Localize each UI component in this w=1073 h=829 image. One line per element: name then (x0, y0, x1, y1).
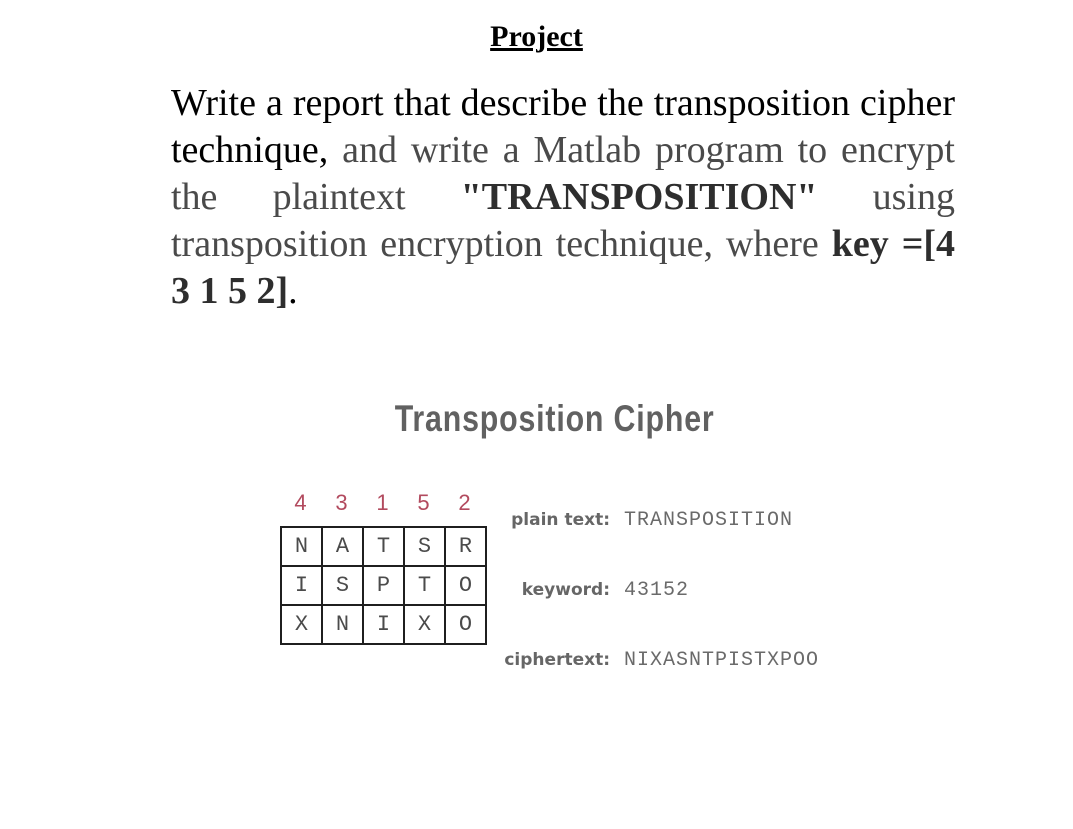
key-digit: 5 (417, 490, 430, 515)
page-title: Project (490, 20, 583, 53)
paragraph-part-3: using transposition encryption technique, where (171, 176, 955, 265)
grid-cell: I (281, 566, 322, 605)
key-digits-row (280, 490, 485, 516)
paragraph-end: . (288, 270, 298, 312)
key-digit: 2 (458, 490, 471, 515)
plain-text-line (500, 508, 793, 532)
paragraph-part-2: and write a Matlab program to encrypt the plaintext (171, 129, 955, 218)
key-digit: 3 (335, 490, 348, 515)
plain-text-value: TRANSPOSITION (624, 509, 794, 532)
grid-cell: N (322, 605, 363, 644)
key-text: key =[4 3 1 5 2] (171, 223, 956, 312)
figure-title: Transposition Cipher (394, 398, 715, 439)
ciphertext-value: NIXASNTPISTXPOO (624, 649, 820, 672)
assignment-paragraph (171, 80, 955, 315)
grid-cell: T (404, 566, 445, 605)
key-digit: 4 (294, 490, 307, 515)
grid-row (281, 527, 486, 566)
keyword-value: 43152 (624, 579, 690, 602)
key-digit: 1 (376, 490, 389, 515)
transposition-grid (280, 526, 487, 645)
grid-cell: R (445, 527, 486, 566)
keyword-label: keyword: (521, 580, 610, 600)
grid-cell: O (445, 566, 486, 605)
grid-row (281, 605, 486, 644)
keyword-line (500, 578, 689, 602)
ciphertext-line (500, 648, 819, 672)
paragraph-part-1: Write a report that describe the transposition cipher technique, (171, 82, 955, 171)
plain-text-label: plain text: (511, 510, 610, 530)
grid-cell: P (363, 566, 404, 605)
ciphertext-label: ciphertext: (504, 650, 610, 670)
grid-cell: X (404, 605, 445, 644)
grid-cell: X (281, 605, 322, 644)
grid-cell: S (322, 566, 363, 605)
grid-row (281, 566, 486, 605)
grid-cell: O (445, 605, 486, 644)
grid-cell: A (322, 527, 363, 566)
grid-cell: N (281, 527, 322, 566)
grid-cell: S (404, 527, 445, 566)
plaintext-quote: "TRANSPOSITION" (460, 176, 818, 218)
grid-cell: T (363, 527, 404, 566)
grid-cell: I (363, 605, 404, 644)
